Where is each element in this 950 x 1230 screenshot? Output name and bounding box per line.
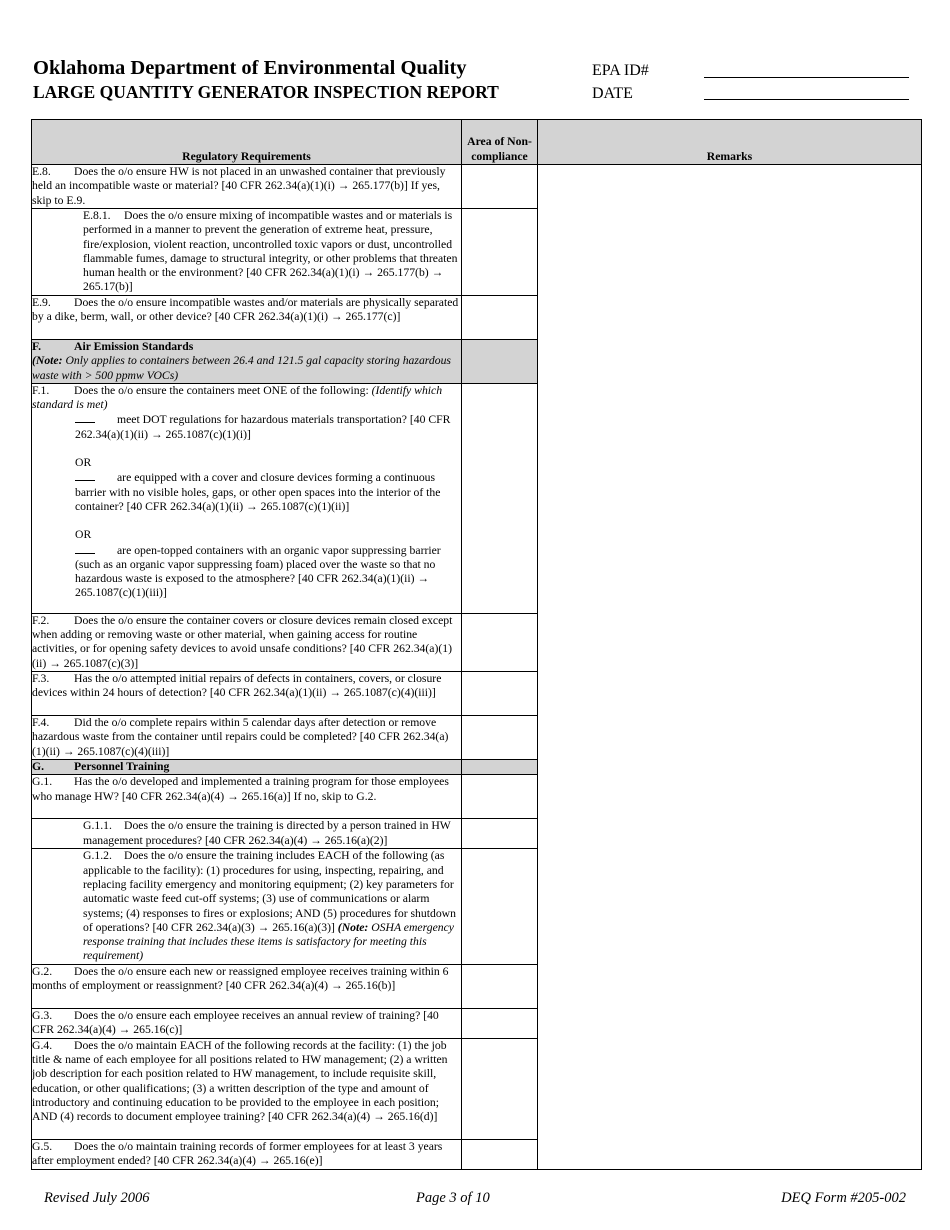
- requirement-g3: G.3. Does the o/o ensure each employee receives an annual review of training? [40 CFR 262.34(a)(4) → 265.16(c)]: [32, 1008, 462, 1038]
- requirement-e8: E.8. Does the o/o ensure HW is not placed in an unwashed container that previously held an incompatible waste or material? [40 CFR 262.34(a)(1)(i) → 265.177(b)] If yes, skip to E.9.: [32, 165, 462, 209]
- requirement-e9: E.9. Does the o/o ensure incompatible wastes and/or materials are physically separated by a dike, berm, wall, or other device? [40 CFR 262.34(a)(1)(i) → 265.177(c)]: [32, 296, 462, 340]
- footer-page-number: Page 3 of 10: [416, 1190, 490, 1206]
- checkbox-blank-2[interactable]: [75, 470, 95, 481]
- noncompliance-cell[interactable]: [462, 716, 538, 760]
- noncompliance-cell[interactable]: [462, 672, 538, 716]
- requirement-g1-2: G.1.2. Does the o/o ensure the training includes EACH of the following (as applicable to the facility): (1) procedures for using, inspecting, repairing, and replacing facility emergency and monitoring equipment; (2) key parameters for automatic waste feed cut-off systems; (3) use of communications or alarm systems; (4) responses to fires or explosions; AND (5) procedures for shutdown of operations? [40 CFR 262.34(a)(3) → 265.16(a)(3)] (Note: OSHA emergency response training that includes these items is satisfactory for meeting this requirement): [32, 849, 462, 964]
- noncompliance-cell[interactable]: [462, 1008, 538, 1038]
- requirement-f4: F.4. Did the o/o complete repairs within 5 calendar days after detection or remove hazardous waste from the container until repairs could be completed? [40 CFR 262.34(a)(1)(ii) → 265.1087(c)(4)(iii)]: [32, 716, 462, 760]
- noncompliance-cell[interactable]: [462, 819, 538, 849]
- noncompliance-cell[interactable]: [462, 1139, 538, 1169]
- noncompliance-cell[interactable]: [462, 849, 538, 964]
- noncompliance-cell[interactable]: [462, 209, 538, 296]
- noncompliance-cell[interactable]: [462, 383, 538, 613]
- noncompliance-cell[interactable]: [462, 964, 538, 1008]
- epa-id-label: EPA ID#: [592, 62, 649, 79]
- requirement-g1-1: G.1.1. Does the o/o ensure the training is directed by a person trained in HW management procedures? [40 CFR 262.34(a)(4) → 265.16(a)(2)]: [32, 819, 462, 849]
- requirement-g2: G.2. Does the o/o ensure each new or reassigned employee receives training within 6 months of employment or reassignment? [40 CFR 262.34(a)(4) → 265.16(b)]: [32, 964, 462, 1008]
- checkbox-blank-1[interactable]: [75, 412, 95, 423]
- requirement-f2: F.2. Does the o/o ensure the container covers or closure devices remain closed except when adding or removing waste or other material, when gaining access for routine activities, or for opening safety devices to avoid unsafe conditions? [40 CFR 262.34(a)(1)(ii) → 265.1087(c)(3)]: [32, 613, 462, 671]
- footer-form-number: DEQ Form #205-002: [781, 1190, 906, 1206]
- section-grey-cell: [462, 760, 538, 775]
- col-header-requirements: Regulatory Requirements: [32, 120, 462, 165]
- section-f-heading: F. Air Emission Standards (Note: Only applies to containers between 26.4 and 121.5 gal capacity storing hazardous waste with > 500 ppmw VOCs): [32, 340, 462, 384]
- noncompliance-cell[interactable]: [462, 613, 538, 671]
- noncompliance-cell[interactable]: [462, 1038, 538, 1139]
- noncompliance-cell[interactable]: [462, 165, 538, 209]
- agency-title: Oklahoma Department of Environmental Quality: [33, 57, 467, 79]
- requirement-f3: F.3. Has the o/o attempted initial repairs of defects in containers, covers, or closure devices within 24 hours of detection? [40 CFR 262.34(a)(1)(ii) → 265.1087(c)(4)(iii)]: [32, 672, 462, 716]
- col-header-area-of-noncompliance: Area of Non-compliance: [462, 120, 538, 165]
- date-field[interactable]: [704, 86, 909, 100]
- inspection-table: [31, 119, 922, 1170]
- checkbox-blank-3[interactable]: [75, 543, 95, 554]
- requirement-f1: F.1. Does the o/o ensure the containers meet ONE of the following: (Identify which standard is met) meet DOT regulations for hazardous materials transportation? [40 CFR 262.34(a)(1)(ii) → 265.1087(c)(1)(i)] OR are equipped with a cover and closure devices forming a continuous barrier with no visible holes, gaps, or other open spaces into the interior of the container? [40 CFR 262.34(a)(1)(ii) → 265.1087(c)(1)(ii)] OR are open-topped containers with an organic vapor suppressing barrier (such as an organic vapor suppressing foam) placed over the waste so that no hazardous waste is exposed to the atmosphere? [40 CFR 262.34(a)(1)(ii) → 265.1087(c)(1)(iii)]: [32, 383, 462, 613]
- table-header-row: [32, 120, 922, 165]
- noncompliance-cell[interactable]: [462, 775, 538, 819]
- noncompliance-cell[interactable]: [462, 296, 538, 340]
- table-row: [32, 165, 922, 209]
- section-g-heading: G. Personnel Training: [32, 760, 462, 775]
- epa-id-field[interactable]: [704, 64, 909, 78]
- report-title: LARGE QUANTITY GENERATOR INSPECTION REPORT: [33, 82, 499, 102]
- requirement-e8-1: E.8.1. Does the o/o ensure mixing of incompatible wastes and or materials is performed in a manner to prevent the generation of extreme heat, pressure, fire/explosion, violent reaction, uncontrolled toxic vapors or dust, uncontrolled flammable fumes, damage to structural integrity, or other problems that threaten human health or the environment? [40 CFR 262.34(a)(1)(i) → 265.177(b) → 265.17(b)]: [32, 209, 462, 296]
- date-label: DATE: [592, 85, 633, 102]
- section-grey-cell: [462, 340, 538, 384]
- requirement-g5: G.5. Does the o/o maintain training records of former employees for at least 3 years after employment ended? [40 CFR 262.34(a)(4) → 265.16(e)]: [32, 1139, 462, 1169]
- remarks-cell[interactable]: [538, 165, 922, 1170]
- requirement-g1: G.1. Has the o/o developed and implemented a training program for those employees who manage HW? [40 CFR 262.34(a)(4) → 265.16(a)] If no, skip to G.2.: [32, 775, 462, 819]
- footer-revised: Revised July 2006: [44, 1190, 150, 1206]
- col-header-remarks: Remarks: [538, 120, 922, 165]
- requirement-g4: G.4. Does the o/o maintain EACH of the following records at the facility: (1) the job title & name of each employee for all positions related to HW management; (2) a written job description for each position related to HW management, to include requisite skill, education, or other qualifications; (3) a written description of the type and amount of introductory and continuing education to be provided to the employee in each position; AND (4) records to document employee training? [40 CFR 262.34(a)(4) → 265.16(d)]: [32, 1038, 462, 1139]
